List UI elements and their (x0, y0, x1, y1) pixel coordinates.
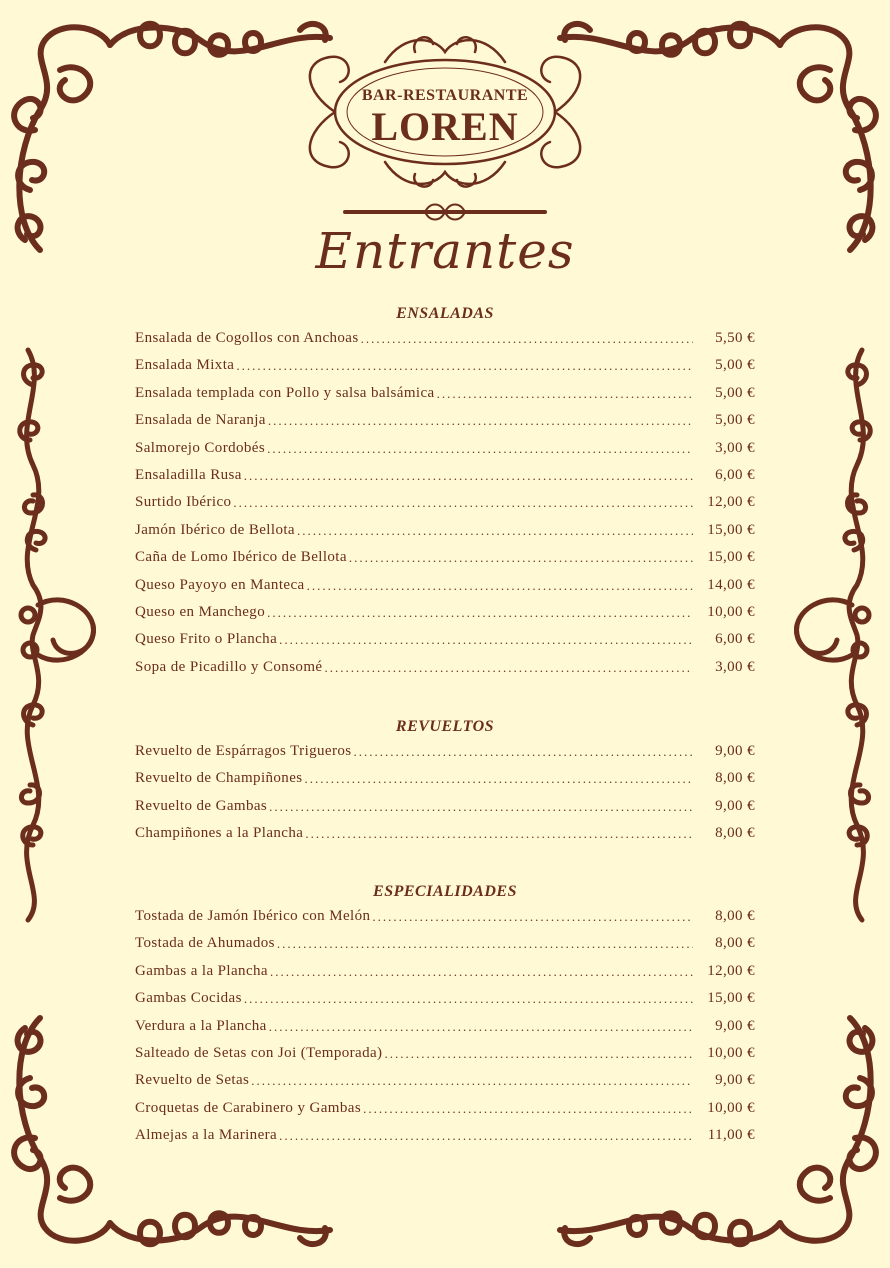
menu-item-name: Sopa de Picadillo y Consomé (135, 658, 323, 675)
menu-item (135, 770, 755, 797)
menu-item-name: Tostada de Ahumados (135, 935, 275, 952)
side-ornament-left (8, 345, 108, 925)
menu-item-price: 6,00 € (715, 631, 755, 648)
dot-leader (270, 964, 693, 981)
dot-leader (267, 605, 693, 622)
menu-item (135, 963, 755, 990)
menu-item-price: 8,00 € (715, 935, 755, 952)
menu-item-name: Queso Frito o Plancha (135, 631, 278, 648)
menu-item (135, 412, 755, 439)
menu-item-name: Ensaladilla Rusa (135, 466, 242, 483)
menu-item-price: 9,00 € (715, 743, 755, 759)
dot-leader (354, 744, 693, 761)
menu-item (135, 1018, 755, 1045)
menu-item-price: 14,00 € (707, 576, 755, 593)
dot-leader (349, 550, 693, 567)
dot-leader (279, 632, 693, 649)
dot-leader (361, 331, 693, 348)
menu-item-price: 15,00 € (707, 990, 755, 1007)
menu-item (135, 385, 755, 412)
menu-item (135, 990, 755, 1017)
menu-item-name: Ensalada Mixta (135, 357, 235, 374)
menu-item-price: 5,00 € (715, 357, 755, 374)
menu-item-price: 10,00 € (707, 1044, 755, 1061)
menu-item (135, 467, 755, 494)
menu-item (135, 798, 755, 825)
restaurant-logo (295, 22, 595, 197)
menu-item-price: 12,00 € (707, 494, 755, 511)
menu-item (135, 1127, 755, 1154)
menu-item-price: 10,00 € (707, 603, 755, 620)
dot-leader (324, 660, 693, 677)
menu-item-name: Almejas a la Marinera (135, 1127, 278, 1144)
menu-item-price: 11,00 € (707, 1127, 755, 1144)
menu-item-price: 8,00 € (715, 825, 755, 842)
menu-item-name: Surtido Ibérico (135, 494, 232, 511)
menu-item (135, 631, 755, 658)
menu-item-price: 8,00 € (715, 908, 755, 924)
menu-list-revueltos (135, 743, 755, 853)
dot-leader (297, 523, 693, 540)
menu-item-price: 6,00 € (715, 466, 755, 483)
menu-item (135, 825, 755, 852)
menu-item-price: 3,00 € (715, 658, 755, 675)
decorative-divider (340, 200, 550, 224)
dot-leader (244, 468, 693, 485)
menu-item-name: Croquetas de Carabinero y Gambas (135, 1099, 362, 1116)
dot-leader (268, 413, 693, 430)
dot-leader (277, 936, 693, 953)
menu-item-name: Gambas Cocidas (135, 990, 242, 1007)
dot-leader (307, 578, 693, 595)
menu-item-name: Champiñones a la Plancha (135, 825, 304, 842)
menu-item-price: 5,00 € (715, 384, 755, 401)
menu-item-price: 15,00 € (707, 549, 755, 566)
menu-item-price: 3,00 € (715, 439, 755, 456)
menu-item (135, 330, 755, 357)
dot-leader (363, 1101, 693, 1118)
menu-item-name: Queso Payoyo en Manteca (135, 576, 305, 593)
dot-leader (279, 1128, 693, 1145)
menu-item-price: 12,00 € (707, 962, 755, 979)
menu-item-name: Ensalada de Cogollos con Anchoas (135, 330, 359, 346)
menu-item (135, 357, 755, 384)
menu-item-price: 8,00 € (715, 770, 755, 787)
menu-item (135, 604, 755, 631)
menu-item-price: 5,00 € (715, 412, 755, 429)
section-title-ensaladas: ENSALADAS (396, 305, 494, 322)
menu-item (135, 549, 755, 576)
menu-item-name: Salmorejo Cordobés (135, 439, 266, 456)
menu-item-name: Salteado de Setas con Joi (Temporada) (135, 1044, 383, 1061)
dot-leader (305, 771, 693, 788)
menu-item-name: Ensalada de Naranja (135, 412, 266, 429)
logo-name: LOREN (371, 104, 519, 149)
menu-item-price: 10,00 € (707, 1099, 755, 1116)
menu-item-name: Revuelto de Setas (135, 1072, 250, 1089)
dot-leader (244, 991, 693, 1008)
logo-top-text: BAR-RESTAURANTE (361, 87, 529, 104)
dot-leader (269, 799, 693, 816)
menu-item-name: Revuelto de Champiñones (135, 770, 303, 787)
menu-item (135, 1100, 755, 1127)
menu-item-price: 5,50 € (715, 330, 755, 346)
menu-item-name: Verdura a la Plancha (135, 1017, 267, 1034)
page-title: Entrantes (315, 222, 575, 280)
menu-item (135, 1072, 755, 1099)
menu-item-name: Caña de Lomo Ibérico de Bellota (135, 549, 347, 566)
menu-item (135, 440, 755, 467)
menu-item (135, 935, 755, 962)
menu-item-price: 9,00 € (715, 1017, 755, 1034)
dot-leader (372, 909, 693, 926)
menu-item-price: 15,00 € (707, 521, 755, 538)
dot-leader (236, 358, 693, 375)
dot-leader (437, 386, 693, 403)
menu-item-name: Jamón Ibérico de Bellota (135, 521, 295, 538)
menu-item (135, 522, 755, 549)
dot-leader (269, 1019, 693, 1036)
menu-item-name: Revuelto de Espárragos Trigueros (135, 743, 352, 759)
side-ornament-right (782, 345, 882, 925)
section-title-especialidades: ESPECIALIDADES (373, 883, 517, 900)
menu-item-name: Gambas a la Plancha (135, 962, 268, 979)
section-title-revueltos: REVUELTOS (395, 718, 495, 735)
menu-item-name: Revuelto de Gambas (135, 797, 268, 814)
menu-item-price: 9,00 € (715, 797, 755, 814)
menu-item (135, 577, 755, 604)
menu-item-name: Tostada de Jamón Ibérico con Melón (135, 908, 371, 924)
menu-item-price: 9,00 € (715, 1072, 755, 1089)
dot-leader (251, 1073, 693, 1090)
menu-list-ensaladas (135, 330, 755, 686)
menu-item-name: Ensalada templada con Pollo y salsa balsámica (135, 384, 435, 401)
menu-item (135, 1045, 755, 1072)
dot-leader (233, 495, 693, 512)
menu-item (135, 743, 755, 770)
menu-item (135, 494, 755, 521)
menu-list-especialidades (135, 908, 755, 1155)
dot-leader (384, 1046, 693, 1063)
dot-leader (267, 441, 693, 458)
menu-item-name: Queso en Manchego (135, 603, 266, 620)
menu-item (135, 908, 755, 935)
dot-leader (305, 826, 693, 843)
menu-item (135, 659, 755, 686)
